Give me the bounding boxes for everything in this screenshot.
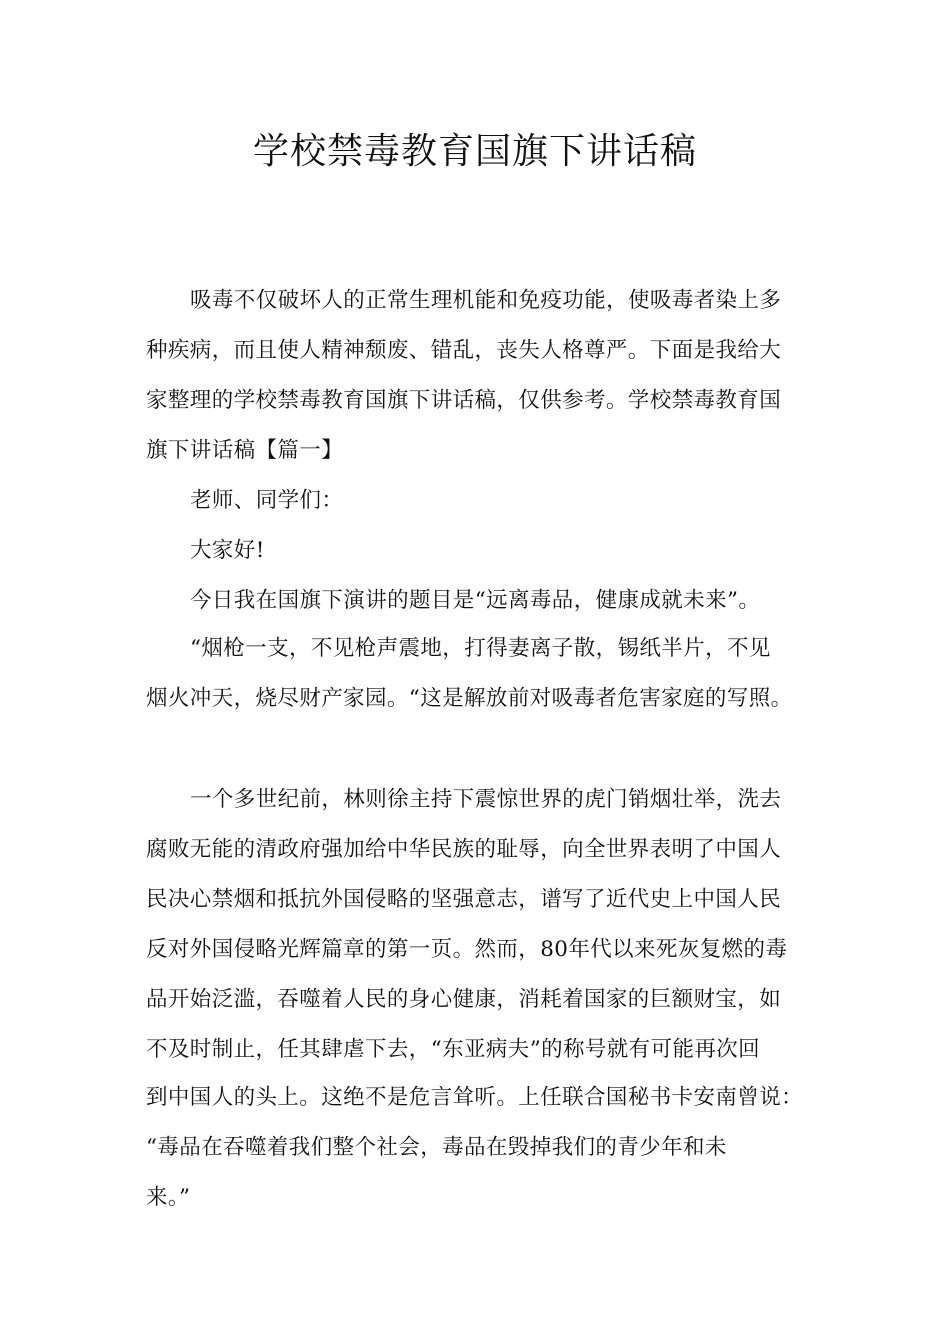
paragraph-line: 一个多世纪前，林则徐主持下震惊世界的虎门销烟壮举，洗去 [190, 787, 782, 812]
paragraph-line: “烟枪一支，不见枪声震地，打得妻离子散，锡纸半片，不见 [190, 636, 771, 661]
paragraph-line: 反对外国侵略光辉篇章的第一页。然而，80年代以来死灰复燃的毒 [146, 937, 788, 962]
paragraph-line: 到中国人的头上。这绝不是危言耸听。上任联合国秘书卡安南曾说： [146, 1085, 804, 1110]
greeting-line: 大家好! [190, 538, 265, 563]
document-title: 学校禁毒教育国旗下讲话稿 [252, 131, 697, 172]
paragraph-line: 吸毒不仅破坏人的正常生理机能和免疫功能，使吸毒者染上多 [190, 288, 782, 313]
paragraph-line: 民决心禁烟和抵抗外国侵略的坚强意志，谱写了近代史上中国人民 [146, 887, 782, 912]
paragraph-line: 品开始泛滥，吞噬着人民的身心健康，消耗着国家的巨额财宝，如 [146, 987, 782, 1012]
paragraph-line: 烟火冲天，烧尽财产家园。“这是解放前对吸毒者危害家庭的写照。 [146, 686, 793, 711]
paragraph-line: “毒品在吞噬着我们整个社会，毒品在毁掉我们的青少年和未 [146, 1135, 727, 1160]
paragraph-line: 腐败无能的清政府强加给中华民族的耻辱，向全世界表明了中国人 [146, 837, 782, 862]
paragraph-line: 来。” [146, 1185, 191, 1210]
paragraph-line: 不及时制止，任其肆虐下去，“东亚病夫”的称号就有可能再次回 [146, 1037, 761, 1062]
paragraph-line: 今日我在国旗下演讲的题目是“远离毒品，健康成就未来”。 [190, 588, 761, 613]
paragraph-line: 种疾病，而且使人精神颓废、错乱，丧失人格尊严。下面是我给大 [146, 338, 782, 363]
salutation-line: 老师、同学们： [190, 488, 344, 513]
paragraph-line: 家整理的学校禁毒教育国旗下讲话稿，仅供参考。学校禁毒教育国 [146, 388, 782, 413]
paragraph-line: 旗下讲话稿【篇一】 [146, 438, 344, 463]
